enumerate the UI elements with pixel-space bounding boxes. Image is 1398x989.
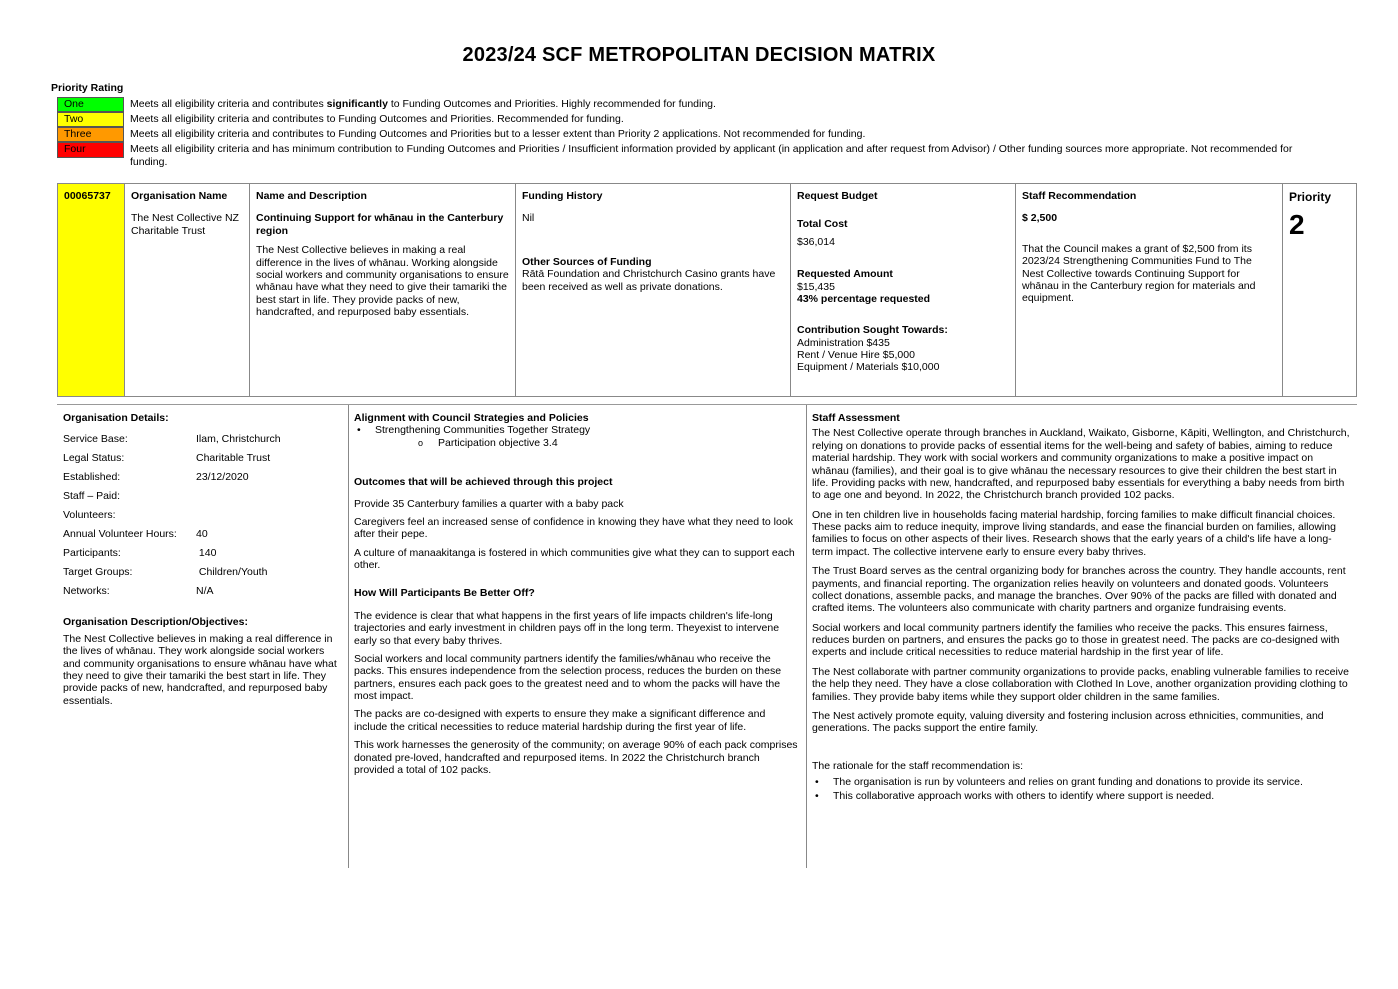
total-cost: $36,014 (797, 235, 835, 248)
percentage-requested: 43% percentage requested (797, 292, 931, 305)
organisation-details-heading: Organisation Details: (63, 412, 169, 424)
priority-swatch-four: Four (57, 142, 124, 158)
assessment-paragraph: The Nest Collective operate through branches in Auckland, Waikato, Gisborne, Kāpiti, Wellington, and Christchurch, relying on donations to provide packs of essential items for the well-being and safety of babies, aiming to reduce material hardship. They work with social workers and community organizations to make a positive impact on whānau (families), and their goal is to give whānau the necessary resources to give their children the best start in life. Providing packs with new, handcrafted, and repurposed baby essentials for everything a baby needs from birth to age one and beyond. In 2022, the Christchurch branch provided 102 packs. (812, 427, 1350, 502)
staff-recommendation-cell (1016, 184, 1283, 396)
contribution-label: Contribution Sought Towards: (797, 324, 948, 337)
organisation-description: The Nest Collective believes in making a real difference in the lives of whānau. They work alongside social workers and community organisations to ensure whānau have what they need to give their tamariki the best start in life. They provide packs of new, handcrafted, and repurposed baby essentials. (63, 632, 337, 707)
priority-desc-one: Meets all eligibility criteria and contributes significantly to Funding Outcomes and Priorities. Highly recommended for funding. (130, 98, 716, 110)
section-divider (57, 404, 1357, 405)
name-description-cell (250, 184, 516, 396)
other-sources-header: Other Sources of Funding (522, 255, 652, 268)
application-table (57, 183, 1357, 397)
priority-swatch-one: One (57, 97, 124, 112)
detail-row: Service Base: Ilam, Christchurch (63, 433, 281, 446)
funding-history-header: Funding History (522, 190, 603, 202)
staff-assessment-section (812, 412, 1352, 803)
priority-swatch-two: Two (57, 112, 124, 127)
priority-desc-three: Meets all eligibility criteria and contributes to Funding Outcomes and Priorities but to a lesser extent than Priority 2 applications. Not recommended for funding. (130, 128, 866, 140)
strategy-item: • Strengthening Communities Together Strategy (354, 424, 800, 436)
requested-amount-label: Requested Amount (797, 268, 893, 281)
contribution-item: Administration $435 (797, 336, 890, 349)
org-name-header: Organisation Name (131, 190, 228, 202)
page-title: 2023/24 SCF METROPOLITAN DECISION MATRIX (462, 44, 936, 66)
org-name-cell (125, 184, 250, 396)
staff-assessment-heading: Staff Assessment (812, 412, 900, 424)
priority-row-one (57, 97, 1317, 112)
outcomes-heading: Outcomes that will be achieved through this project (354, 476, 613, 489)
priority-rating-legend (57, 97, 1317, 168)
outcome-item: Caregivers feel an increased sense of confidence in knowing they have what they need to look after their pepe. (354, 515, 793, 541)
assessment-paragraph: The Nest actively promote equity, valuing diversity and fostering inclusion across ethnicities, communities, and generations. The packs support the entire family. (812, 709, 1324, 735)
request-budget-header: Request Budget (797, 190, 878, 202)
staff-recommendation-amount: $ 2,500 (1022, 212, 1058, 225)
detail-row: Staff – Paid: (63, 490, 121, 503)
detail-row: Participants: 140 (63, 547, 217, 560)
project-title: Continuing Support for whānau in the Canterbury region (256, 212, 504, 237)
priority-cell (1283, 184, 1356, 396)
assessment-paragraph: Social workers and local community partners identify the families who receive the packs. This ensures fairness, reduces burden on partners, and ensures the packs go to those in greatest need. The packs are co-designed with experts and include critical necessities to reduce material hardship in the first year of life. (812, 621, 1340, 659)
org-name: The Nest Collective NZ Charitable Trust (131, 212, 239, 237)
alignment-section (354, 412, 800, 782)
priority-header: Priority (1289, 190, 1332, 204)
better-off-paragraph: Social workers and local community partners identify the families/whānau who receive the packs. This ensures independence from the selection process, reduces the burden on these partners, ensures each pack goes to the greatest need and to whom the packs will have the most impact. (354, 652, 782, 702)
priority-row-three (57, 127, 1317, 142)
better-off-paragraph: The evidence is clear that what happens in the first years of life impacts children's life-long trajectories and early investment in children pays off in the long term. Theyexist to intervene early so that every baby thrives. (354, 609, 780, 647)
priority-value: 2 (1289, 209, 1305, 241)
better-off-paragraph: This work harnesses the generosity of the community; on average 90% of each pack comprises donated pre-loved, handcrafted and repurposed items. In 2022 the Christchurch branch provided a total of 102 packs. (354, 739, 798, 776)
column-divider (348, 405, 349, 868)
staff-recommendation-header: Staff Recommendation (1022, 190, 1137, 202)
assessment-paragraph: The Trust Board serves as the central organizing body for branches across the country. They handle accounts, rent payments, and financial reporting. The organization relies heavily on volunteers and donated goods. Volunteers collect donations, assemble packs, and manage the branches. Over 90% of the packs are filled with donated and crafted items. The volunteers also communicate with charity partners and organize fundraising events. (812, 565, 1346, 615)
priority-desc-four: Meets all eligibility criteria and has minimum contribution to Funding Outcomes and Priorities / Insufficient information provided by applicant (in application and after request from Advisor) / Other funding sources more appropriate. Not recommended for funding. (130, 143, 1293, 168)
organisation-details (63, 412, 343, 707)
priority-rating-heading: Priority Rating (51, 82, 124, 94)
organisation-description-heading: Organisation Description/Objectives: (63, 616, 248, 629)
project-description: The Nest Collective believes in making a real difference in the lives of whānau. Working alongside social workers and community organisations to ensure whānau have what they need to give their tamariki the best start in life. They provide packs of new, handcrafted, and repurposed baby essentials. (256, 244, 509, 318)
outcome-item: Provide 35 Canterbury families a quarter with a baby pack (354, 497, 624, 510)
better-off-paragraph: The packs are co-designed with experts to ensure they make a significant difference and include the critical necessities to reduce material hardship during the first year of life. (354, 708, 766, 733)
request-budget-cell (791, 184, 1016, 396)
detail-row: Annual Volunteer Hours: 40 (63, 528, 208, 541)
detail-row: Legal Status: Charitable Trust (63, 452, 271, 465)
outcome-item: A culture of manaakitanga is fostered in which communities give what they can to support each other. (354, 546, 795, 571)
other-sources: Rātā Foundation and Christchurch Casino grants have been received as well as private donations. (522, 268, 776, 293)
application-id: 00065737 (58, 184, 125, 396)
priority-row-two (57, 112, 1317, 127)
detail-row: Target Groups: Children/Youth (63, 566, 268, 579)
contribution-item: Equipment / Materials $10,000 (797, 361, 940, 374)
rationale-item: • The organisation is run by volunteers and relies on grant funding and donations to provide its service. (812, 776, 1352, 788)
name-description-header: Name and Description (256, 190, 367, 202)
alignment-heading: Alignment with Council Strategies and Policies (354, 412, 589, 424)
requested-amount: $15,435 (797, 280, 835, 293)
detail-row: Volunteers: (63, 509, 116, 522)
assessment-paragraph: The Nest collaborate with partner community organizations to provide packs, enabling vulnerable families to receive the help they need. They have a close collaboration with Clothed In Love, another organization providing clothing to families. They provide baby items while they support older children in the same families. (812, 665, 1349, 703)
rationale-intro: The rationale for the staff recommendation is: (812, 759, 1024, 772)
column-divider (806, 405, 807, 868)
objective-item: o Participation objective 3.4 (354, 437, 800, 449)
priority-desc-two: Meets all eligibility criteria and contributes to Funding Outcomes and Priorities. Recommended for funding. (130, 113, 624, 125)
better-off-heading: How Will Participants Be Better Off? (354, 587, 535, 600)
assessment-paragraph: One in ten children live in households facing material hardship, forcing families to make difficult financial choices. These packs aim to reduce inequity, improve living standards, and ease the financial burden on families, allowing families to focus on other aspects of their lives. Research shows that the early years of a child's life have a long-term impact. The collective intervene early to ensure every baby thrives. (812, 508, 1336, 558)
funding-history-cell (516, 184, 791, 396)
staff-recommendation-text: That the Council makes a grant of $2,500 from its 2023/24 Strengthening Communities Fund to The Nest Collective towards Continuing Support for whānau in the Canterbury region for materials and equipment. (1022, 242, 1256, 305)
rationale-item: • This collaborative approach works with others to identify where support is needed. (812, 790, 1352, 802)
priority-swatch-three: Three (57, 127, 124, 142)
priority-row-four (57, 142, 1317, 168)
detail-row: Networks: N/A (63, 585, 214, 598)
contribution-item: Rent / Venue Hire $5,000 (797, 349, 915, 361)
total-cost-label: Total Cost (797, 218, 848, 231)
detail-row: Established: 23/12/2020 (63, 471, 249, 484)
funding-history: Nil (522, 212, 535, 225)
